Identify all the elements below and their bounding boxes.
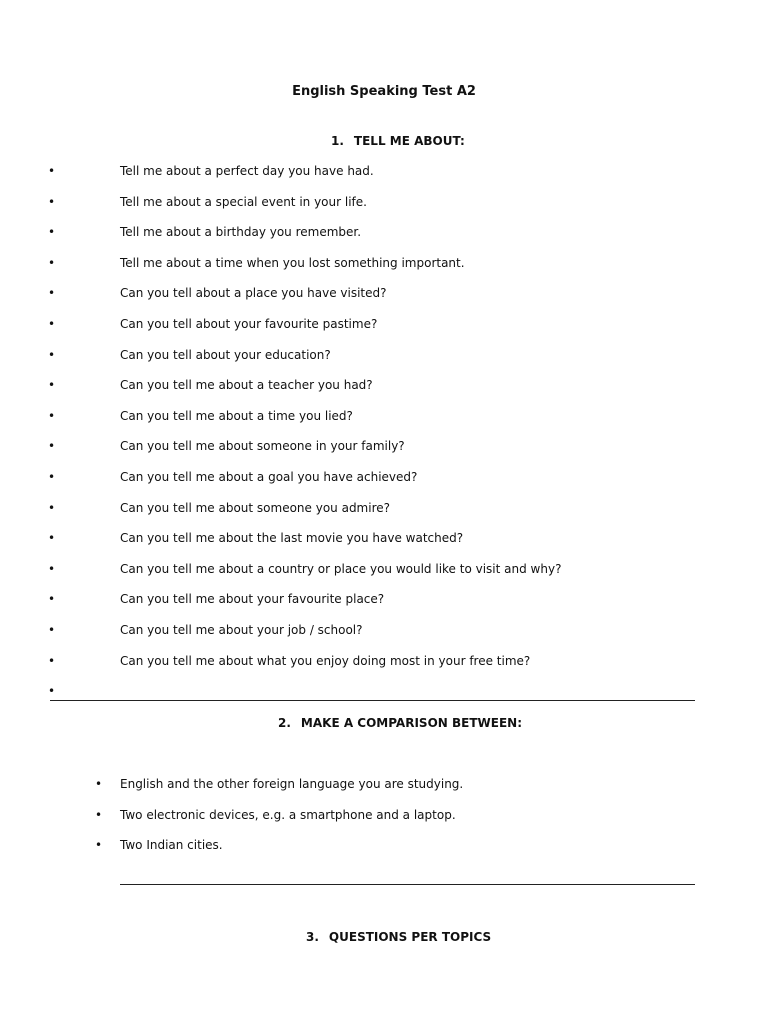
list-item-text: Can you tell me about someone you admire? <box>120 500 390 515</box>
bullet-icon: • <box>48 286 56 301</box>
list-item-text: Tell me about a perfect day you have had. <box>120 164 374 178</box>
list-item-text: Can you tell me about a country or place you would like to visit and why? <box>120 561 562 576</box>
list-item-text: Can you tell me about a time you lied? <box>120 408 353 423</box>
list-item-text: Can you tell about your education? <box>120 347 331 362</box>
bullet-icon: • <box>48 623 56 637</box>
list-item-text: Can you tell me about what you enjoy doing most in your free time? <box>120 653 531 668</box>
bullet-icon: • <box>48 653 56 668</box>
list-item-text: Can you tell me about someone in your family? <box>120 439 405 454</box>
section-3-title: QUESTIONS PER TOPICS <box>328 930 492 944</box>
section-2-heading <box>278 716 522 730</box>
section-1-heading <box>331 134 465 148</box>
bullet-icon: • <box>48 194 56 209</box>
bullet-icon: • <box>95 838 103 852</box>
bullet-icon: • <box>95 807 103 822</box>
bullet-icon: • <box>48 561 56 576</box>
list-item-text: Can you tell me about your job / school? <box>120 623 363 637</box>
list-item-text: Two electronic devices, e.g. a smartphone and a laptop. <box>120 807 456 822</box>
section-3-number: 3. <box>306 930 319 944</box>
list-item-text: Can you tell me about a goal you have achieved? <box>120 470 418 484</box>
bullet-icon: • <box>48 470 56 484</box>
bullet-icon: • <box>48 255 56 270</box>
list-item-text: Two Indian cities. <box>120 838 223 852</box>
bullet-icon: • <box>48 378 56 393</box>
bullet-icon: • <box>48 500 56 515</box>
bullet-icon: • <box>48 317 56 331</box>
list-item-text: Tell me about a birthday you remember. <box>120 225 362 240</box>
section-divider <box>50 700 695 701</box>
document-title: English Speaking Test A2 <box>292 84 476 99</box>
list-item-text: Tell me about a time when you lost something important. <box>120 255 465 270</box>
list-item-text: Can you tell me about a teacher you had? <box>120 378 373 393</box>
bullet-icon: • <box>48 592 56 607</box>
section-1-number: 1. <box>331 134 344 148</box>
bullet-icon: • <box>48 439 56 454</box>
section-2-title: MAKE A COMPARISON BETWEEN: <box>300 716 522 730</box>
list-item-text: Can you tell me about your favourite place? <box>120 592 385 607</box>
bullet-icon: • <box>48 225 56 240</box>
bullet-icon: • <box>48 684 56 699</box>
bullet-icon: • <box>95 777 103 791</box>
list-item-text: Can you tell about a place you have visited? <box>120 286 387 301</box>
section-divider <box>120 884 695 885</box>
section-1-title: TELL ME ABOUT: <box>353 134 465 148</box>
bullet-icon: • <box>48 347 56 362</box>
list-item-text: Tell me about a special event in your life. <box>120 194 367 209</box>
bullet-icon: • <box>48 531 56 546</box>
bullet-icon: • <box>48 164 56 178</box>
list-item-text: English and the other foreign language you are studying. <box>120 777 464 791</box>
section-2-number: 2. <box>278 716 291 730</box>
section-3-heading <box>306 930 491 944</box>
list-item-text: Can you tell about your favourite pastime? <box>120 317 378 331</box>
list-item-text: Can you tell me about the last movie you have watched? <box>120 531 464 546</box>
bullet-icon: • <box>48 408 56 423</box>
